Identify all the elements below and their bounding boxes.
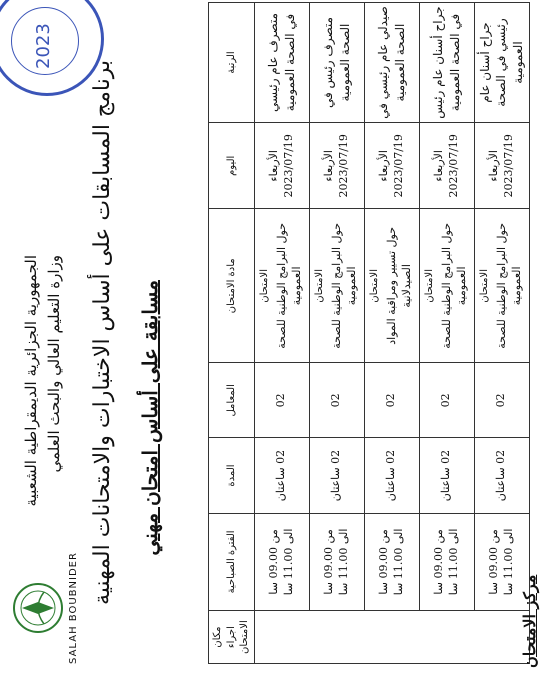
rank-cell: جراح أسنان عام رئيسي في الصحة العمومية (474, 3, 529, 123)
subject-text: حول البرامج الوطنية للصحة العمومية (439, 222, 468, 349)
duration-cell: 02 ساعتان (419, 438, 474, 513)
day-cell (309, 123, 364, 209)
period-to: الى 11.00 سا (501, 528, 515, 596)
exam-date: 2023/07/19 (391, 134, 405, 198)
header-day: اليوم (209, 123, 255, 209)
header-duration: المدة (209, 438, 255, 513)
exam-place-cell (254, 611, 529, 664)
day-cell (364, 123, 419, 209)
subject-cell (474, 209, 529, 363)
table-row (419, 3, 474, 664)
exam-date: 2023/07/19 (501, 134, 515, 198)
exam-label: الامتحان (259, 269, 271, 303)
subject-cell (419, 209, 474, 363)
period-to: الى 11.00 سا (281, 528, 295, 596)
exam-label: الامتحان (424, 269, 436, 303)
coefficient-cell: 02 (419, 363, 474, 438)
logo-emblem-icon (8, 548, 68, 668)
table-row (254, 3, 309, 664)
day-name: الأربعاء (266, 150, 280, 182)
header-coefficient: المعامل (209, 363, 255, 438)
official-stamp (0, 0, 104, 96)
period-cell (309, 513, 364, 611)
exam-label: الامتحان (479, 269, 491, 303)
day-cell (254, 123, 309, 209)
coefficient-cell: 02 (474, 363, 529, 438)
subject-cell (254, 209, 309, 363)
coefficient-cell: 02 (364, 363, 419, 438)
rank-cell: صيدلي عام رئيسي في الصحة العمومية (364, 3, 419, 123)
republic-title: الجمهورية الجزائرية الديمقراطية الشعبية (22, 255, 40, 507)
period-from: من 09.00 سا (486, 529, 500, 595)
header-morning-period: الفترة الصباحية (209, 513, 255, 611)
day-cell (419, 123, 474, 209)
duration-cell: 02 ساعتان (254, 438, 309, 513)
coefficient-cell: 02 (309, 363, 364, 438)
period-from: من 09.00 سا (376, 529, 390, 595)
day-cell (474, 123, 529, 209)
coefficient-cell: 02 (254, 363, 309, 438)
exam-label: الامتحان (314, 269, 326, 303)
period-from: من 09.00 سا (431, 529, 445, 595)
day-name: الأربعاء (486, 150, 500, 182)
rank-cell: جراح أسنان عام رئيس في الصحة العمومية (419, 3, 474, 123)
period-cell (254, 513, 309, 611)
exam-date: 2023/07/19 (281, 134, 295, 198)
exam-schedule-table (208, 2, 530, 664)
header-exam-place: مكان اجراء الامتحان (209, 611, 255, 664)
table-row (309, 3, 364, 664)
subject-text: حول البرامج الوطنية للصحة العمومية (329, 222, 358, 349)
university-name-latin: SALAH BOUBNIDER (68, 552, 79, 664)
period-cell (419, 513, 474, 611)
subject-cell (364, 209, 419, 363)
section-title: مسابقة على أساس امتحان مهني (138, 280, 162, 556)
header-subject: مادة الامتحان (209, 209, 255, 363)
table-row (474, 3, 529, 664)
university-logo (8, 548, 86, 668)
period-from: من 09.00 سا (321, 529, 335, 595)
day-name: الأربعاء (431, 150, 445, 182)
duration-cell: 02 ساعتان (364, 438, 419, 513)
program-title: برنامج المسابقات على أساس الاختبارات والامتحانات المهنية (90, 60, 115, 605)
rank-cell: متصرف رئيس في الصحة العمومية (309, 3, 364, 123)
duration-cell: 02 ساعتان (309, 438, 364, 513)
table-header-row (209, 3, 255, 664)
exam-label: الامتحان (369, 269, 381, 303)
ministry-title: وزارة التعليم العالي والبحث العلمي (45, 255, 63, 473)
subject-text: حول البرامج الوطنية للصحة العمومية (494, 222, 523, 349)
exam-date: 2023/07/19 (446, 134, 460, 198)
period-cell (364, 513, 419, 611)
exam-date: 2023/07/19 (336, 134, 350, 198)
period-to: الى 11.00 سا (391, 528, 405, 596)
day-name: الأربعاء (321, 150, 335, 182)
period-to: الى 11.00 سا (336, 528, 350, 596)
subject-text: حول البرامج الوطنية للصحة العمومية (274, 222, 303, 349)
period-to: الى 11.00 سا (446, 528, 460, 596)
subject-cell (309, 209, 364, 363)
stamp-year: 2023 (33, 23, 54, 69)
day-name: الأربعاء (376, 150, 390, 182)
header-rank: الرتبة (209, 3, 255, 123)
table-row (364, 3, 419, 664)
duration-cell: 02 ساعتان (474, 438, 529, 513)
exam-center-label: مركز الامتحان (520, 574, 539, 668)
period-from: من 09.00 سا (266, 529, 280, 595)
subject-text: حول تسيير ومراقبة المواد الصيدلانية (384, 226, 413, 345)
rank-cell: متصرف عام رئيسي في الصحة العمومية (254, 3, 309, 123)
